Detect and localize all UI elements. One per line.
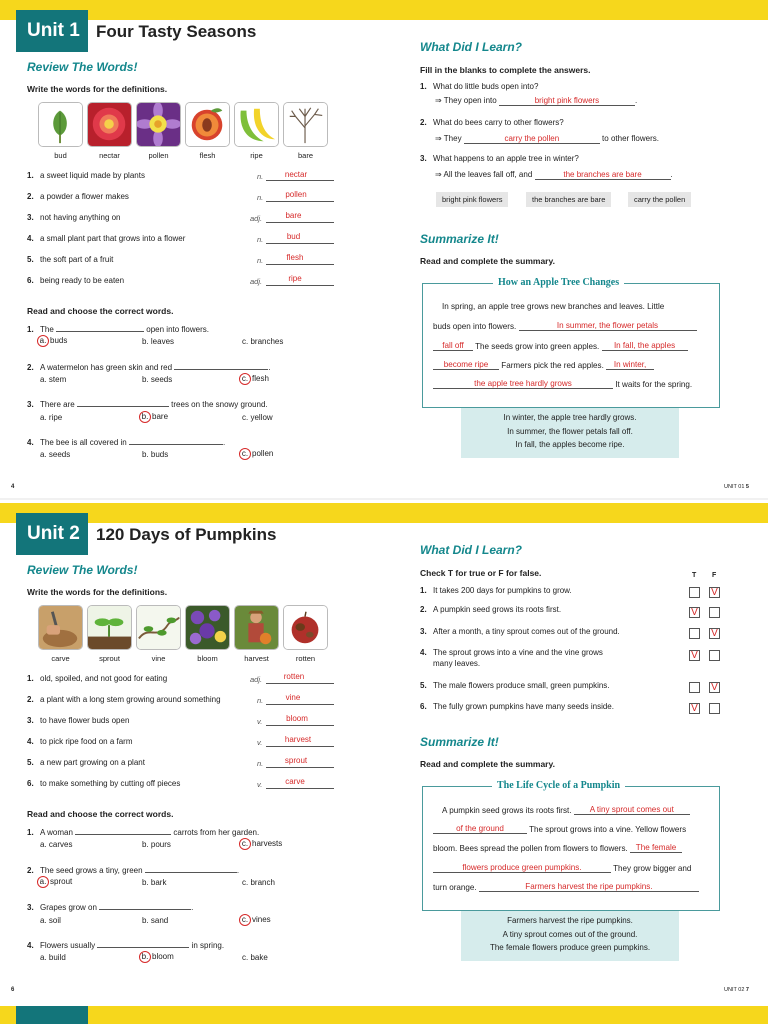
word-caption: bud <box>54 151 67 160</box>
key-line: Farmers harvest the ripe pumpkins. <box>507 916 633 925</box>
option-c-selected[interactable]: c. flesh <box>242 373 269 385</box>
written-answer: flesh <box>286 253 304 262</box>
unit1-learn-instruction: Fill in the blanks to complete the answers. <box>420 65 591 75</box>
summary-line: In spring, an apple tree grows new branches and leaves. Little <box>442 302 665 311</box>
choice-question: 2. A watermelon has green skin and red . <box>27 363 271 372</box>
choice-question: 2. The seed grows a tiny, green . <box>27 866 240 875</box>
definition-row: 6. to make something by cutting off pieces <box>27 779 181 788</box>
tf-statement: 2. A pumpkin seed grows its roots first. <box>420 605 562 614</box>
bud-image <box>38 102 83 147</box>
tf-statement: 3. After a month, a tiny sprout comes out of the ground. <box>420 627 620 636</box>
definition-row: 2. a powder a flower makes <box>27 192 129 201</box>
part-of-speech: n. <box>257 172 264 181</box>
part-of-speech: adj. <box>250 214 263 223</box>
part-of-speech: adj. <box>250 675 263 684</box>
true-checkbox-checked[interactable]: V <box>689 607 700 618</box>
pollen-flower-image <box>136 102 181 147</box>
tf-statement: 1. It takes 200 days for pumpkins to grow. <box>420 586 572 595</box>
option-c[interactable]: c. branch <box>242 878 275 887</box>
word-bank-chip: bright pink flowers <box>436 192 508 207</box>
option-a[interactable]: a. build <box>40 953 66 962</box>
word-caption: pollen <box>148 151 169 160</box>
definition-row: 1. old, spoiled, and not good for eating <box>27 674 168 683</box>
option-a[interactable]: a. ripe <box>40 413 63 422</box>
written-answer: vine <box>285 693 301 702</box>
key-line: In fall, the apples become ripe. <box>515 440 625 449</box>
bottom-band <box>0 1006 768 1024</box>
choice-question: 1. The open into flowers. <box>27 325 209 334</box>
learn-question: 3. What happens to an apple tree in winter? <box>420 154 579 163</box>
written-answer: sprout <box>284 756 308 765</box>
learn-answer: ⇒ They open into bright pink flowers . <box>435 96 638 105</box>
tf-statement-continued: many leaves. <box>433 659 481 668</box>
option-c[interactable]: c. bake <box>242 953 268 962</box>
page-number-right: UNIT 01 5 <box>724 484 749 490</box>
nectar-flower-image <box>87 102 132 147</box>
choice-question: 4. The bee is all covered in . <box>27 438 226 447</box>
unit2-review-heading: Review The Words! <box>27 563 138 577</box>
written-answer: rotten <box>283 672 305 681</box>
word-bank-chip: the branches are bare <box>526 192 611 207</box>
learn-answer: ⇒ All the leaves fall off, and the branches are bare . <box>435 170 673 179</box>
sprout-image <box>87 605 132 650</box>
choice-question: 1. A woman carrots from her garden. <box>27 828 260 837</box>
key-line: In summer, the flower petals fall off. <box>507 426 633 436</box>
unit1-review-instruction: Write the words for the definitions. <box>27 84 168 94</box>
bloom-flowers-image <box>185 605 230 650</box>
summary-line: the apple tree hardly grows It waits for the spring. <box>433 379 692 389</box>
word-caption: nectar <box>99 151 120 160</box>
answer-key-box <box>461 408 679 458</box>
banana-ripe-image <box>234 102 279 147</box>
summary-line: buds open into flowers. In summer, the flower petals <box>433 321 697 331</box>
middle-band <box>0 503 768 523</box>
option-b[interactable]: b. seeds <box>142 375 173 384</box>
written-answer: ripe <box>288 274 302 283</box>
unit1-summary-instruction: Read and complete the summary. <box>420 256 555 266</box>
part-of-speech: adj. <box>250 277 263 286</box>
summary-line: bloom. Bees spread the pollen from flowers to flowers. The female <box>433 843 682 853</box>
definition-row: 4. to pick ripe food on a farm <box>27 737 133 746</box>
true-checkbox-checked[interactable]: V <box>689 703 700 714</box>
word-caption: vine <box>151 654 166 663</box>
carve-image <box>38 605 83 650</box>
summary-line: flowers produce green pumpkins. They grow bigger and <box>433 863 691 873</box>
definition-row: 6. being ready to be eaten <box>27 276 125 285</box>
written-answer: bare <box>285 211 302 220</box>
option-c[interactable]: c. yellow <box>242 413 273 422</box>
summary-line: fall off The seeds grow into green apples. In fall, the apples <box>433 341 688 351</box>
word-caption: rotten <box>295 654 316 663</box>
unit1-learn-heading: What Did I Learn? <box>420 40 522 54</box>
word-caption: bloom <box>197 654 218 663</box>
option-b[interactable]: b. pours <box>142 840 171 849</box>
written-answer: carve <box>285 777 305 786</box>
word-caption: ripe <box>250 151 263 160</box>
false-checkbox[interactable] <box>709 703 720 714</box>
option-a-selected[interactable]: a. sprout <box>40 876 72 888</box>
false-checkbox-checked[interactable]: V <box>709 682 720 693</box>
rotten-apple-image <box>283 605 328 650</box>
harvest-image <box>234 605 279 650</box>
option-a[interactable]: a. stem <box>40 375 67 384</box>
word-caption: harvest <box>244 654 269 663</box>
option-c[interactable]: c. branches <box>242 337 284 346</box>
summary-line: of the ground The sprout grows into a vine. Yellow flowers <box>433 824 686 834</box>
option-c-selected[interactable]: c. pollen <box>242 448 273 460</box>
part-of-speech: n. <box>257 696 264 705</box>
unit2-learn-heading: What Did I Learn? <box>420 543 522 557</box>
unit2-review-instruction: Write the words for the definitions. <box>27 587 168 597</box>
option-b-selected[interactable]: b. bare <box>142 411 168 423</box>
unit2-label: Unit 2 <box>16 513 88 555</box>
page-divider <box>0 498 768 500</box>
true-checkbox-checked[interactable]: V <box>689 650 700 661</box>
option-a[interactable]: a. carves <box>40 840 73 849</box>
true-column-label: T <box>692 572 697 579</box>
written-answer: bud <box>286 232 301 241</box>
page-number-left: 4 <box>11 484 15 490</box>
unit1-summary-heading: Summarize It! <box>420 232 499 246</box>
option-b[interactable]: b. buds <box>142 450 169 459</box>
summary-line: become ripe Farmers pick the red apples. In winter, <box>433 360 654 370</box>
choice-question: 4. Flowers usually in spring. <box>27 941 225 950</box>
top-band <box>0 0 768 20</box>
unit1-choose-instruction: Read and choose the correct words. <box>27 306 174 316</box>
word-caption: bare <box>297 151 313 160</box>
page-number-right: UNIT 02 7 <box>724 987 749 993</box>
definition-row: 3. not having anything on <box>27 213 121 222</box>
bottom-unit-tab <box>16 1006 88 1024</box>
option-c-selected[interactable]: c. vines <box>242 914 271 926</box>
summary-line: turn orange. Farmers harvest the ripe pumpkins. <box>433 882 699 892</box>
key-line: A tiny sprout comes out of the ground. <box>502 929 638 939</box>
tf-statement: 6. The fully grown pumpkins have many seeds inside. <box>420 702 614 711</box>
definition-row: 3. to have flower buds open <box>27 716 130 725</box>
peach-flesh-image <box>185 102 230 147</box>
unit2-title: 120 Days of Pumpkins <box>96 525 277 544</box>
definition-row: 1. a sweet liquid made by plants <box>27 171 145 180</box>
part-of-speech: n. <box>257 193 264 202</box>
unit2-summary-instruction: Read and complete the summary. <box>420 759 555 769</box>
key-line: In winter, the apple tree hardly grows. <box>503 413 637 422</box>
tf-statement: 4. The sprout grows into a vine and the vine grows <box>420 648 603 657</box>
unit1-label: Unit 1 <box>16 10 88 52</box>
false-checkbox-checked[interactable]: V <box>709 587 720 598</box>
option-b[interactable]: b. bark <box>142 878 167 887</box>
learn-answer: ⇒ They carry the pollen to other flowers. <box>435 134 659 143</box>
unit1-title: Four Tasty Seasons <box>96 22 257 41</box>
learn-question: 2. What do bees carry to other flowers? <box>420 118 564 127</box>
key-line: The female flowers produce green pumpkins. <box>489 943 651 952</box>
written-answer: bloom <box>286 714 308 723</box>
word-caption: carve <box>51 654 70 663</box>
unit2-choose-instruction: Read and choose the correct words. <box>27 809 174 819</box>
written-answer: harvest <box>284 735 312 744</box>
option-a[interactable]: a. seeds <box>40 450 71 459</box>
definition-row: 4. a small plant part that grows into a flower <box>27 234 186 243</box>
false-column-label: F <box>712 572 717 579</box>
option-a[interactable]: a. soil <box>40 916 61 925</box>
definition-row: 5. a new part growing on a plant <box>27 758 145 767</box>
unit2-learn-instruction: Check T for true or F for false. <box>420 568 542 578</box>
true-checkbox[interactable] <box>689 682 700 693</box>
learn-question: 1. What do little buds open into? <box>420 82 539 91</box>
answer-key-box <box>461 911 679 961</box>
word-bank-chip: carry the pollen <box>628 192 691 207</box>
part-of-speech: v. <box>257 738 263 747</box>
word-caption: flesh <box>199 151 216 160</box>
false-checkbox[interactable] <box>709 607 720 618</box>
choice-question: 3. Grapes grow on . <box>27 903 194 912</box>
part-of-speech: n. <box>257 235 264 244</box>
option-b[interactable]: b. sand <box>142 916 169 925</box>
false-checkbox-checked[interactable]: V <box>709 628 720 639</box>
part-of-speech: v. <box>257 780 263 789</box>
choice-question: 3. There are trees on the snowy ground. <box>27 400 268 409</box>
part-of-speech: v. <box>257 717 263 726</box>
summary-line: A pumpkin seed grows its roots first. A tiny sprout comes out <box>442 805 690 815</box>
tf-statement: 5. The male flowers produce small, green pumpkins. <box>420 681 610 690</box>
unit1-review-heading: Review The Words! <box>27 60 138 74</box>
true-checkbox[interactable] <box>689 628 700 639</box>
true-checkbox[interactable] <box>689 587 700 598</box>
definition-row: 5. the soft part of a fruit <box>27 255 114 264</box>
page-number-left: 6 <box>11 987 15 993</box>
word-caption: sprout <box>99 654 120 663</box>
vine-image <box>136 605 181 650</box>
option-b[interactable]: b. leaves <box>142 337 175 346</box>
definition-row: 2. a plant with a long stem growing around something <box>27 695 221 704</box>
option-b-selected[interactable]: b. bloom <box>142 951 174 963</box>
summary-box-title: How an Apple Tree Changes <box>493 277 624 288</box>
summary-box-title: The Life Cycle of a Pumpkin <box>492 780 625 791</box>
false-checkbox[interactable] <box>709 650 720 661</box>
option-a-selected[interactable]: a. buds <box>40 335 67 347</box>
bare-tree-image <box>283 102 328 147</box>
written-answer: pollen <box>285 190 307 199</box>
part-of-speech: n. <box>257 759 264 768</box>
written-answer: nectar <box>284 170 308 179</box>
unit2-summary-heading: Summarize It! <box>420 735 499 749</box>
option-c-selected[interactable]: c. harvests <box>242 838 282 850</box>
part-of-speech: n. <box>257 256 264 265</box>
